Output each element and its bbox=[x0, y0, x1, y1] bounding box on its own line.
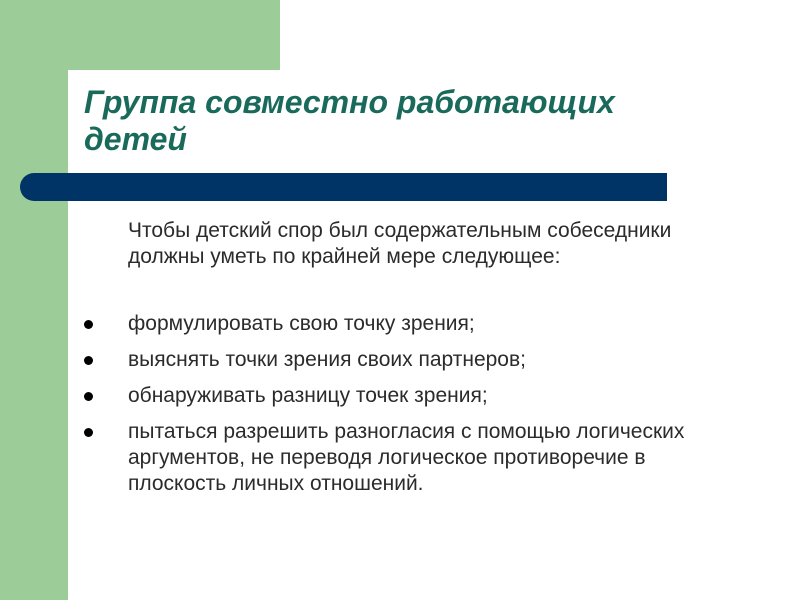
bullet-text: обнаруживать разницу точек зрения; bbox=[128, 384, 488, 407]
bullet-dot-icon bbox=[84, 356, 93, 365]
title-underline-bar bbox=[20, 173, 667, 201]
bullet-dot-icon bbox=[84, 392, 93, 401]
bullet-item bbox=[0, 419, 738, 497]
bullet-item bbox=[0, 347, 738, 373]
bullet-item bbox=[0, 383, 738, 409]
bullet-item bbox=[0, 311, 738, 337]
bullet-text: формулировать свою точку зрения; bbox=[128, 312, 475, 335]
bullet-dot-icon bbox=[84, 428, 93, 437]
bullet-text: пытаться разрешить разногласия с помощью логических аргументов, не переводя логическое противоречие в плоскость личных отношений. bbox=[128, 420, 685, 495]
bullet-dot-icon bbox=[84, 320, 93, 329]
bullet-text: выяснять точки зрения своих партнеров; bbox=[128, 348, 526, 371]
decor-green-left bbox=[0, 0, 68, 600]
intro-text: Чтобы детский спор был содержательным собеседники должны уметь по крайней мере следующее: bbox=[128, 219, 672, 268]
slide-title: Группа совместно работающих детей bbox=[84, 84, 615, 157]
bullet-list bbox=[0, 311, 800, 507]
